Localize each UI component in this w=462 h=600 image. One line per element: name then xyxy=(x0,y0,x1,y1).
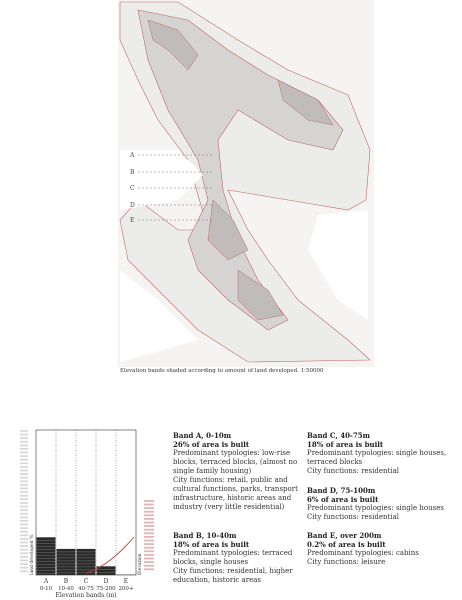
right-axis-label: Elevation xyxy=(138,553,143,575)
category-tick-label: 75-200 xyxy=(96,586,116,592)
left-band-stripe xyxy=(20,534,28,536)
left-band-stripe xyxy=(20,430,28,432)
left-band-stripe xyxy=(20,516,28,518)
map-caption: Elevation bands shaded according to amount of land developed. 1:50000 xyxy=(120,368,324,374)
right-band-stripe xyxy=(144,543,154,545)
band-d-description xyxy=(307,486,457,522)
band-title: Band E, over 200m xyxy=(307,531,382,540)
y-axis-label: land developed % xyxy=(30,534,35,575)
left-band-stripe xyxy=(20,477,28,479)
left-band-stripe xyxy=(20,437,28,439)
left-band-stripe xyxy=(20,441,28,443)
left-band-stripe xyxy=(20,520,28,522)
band-title: Band B, 10-40m xyxy=(173,531,237,540)
left-band-stripe xyxy=(20,506,28,508)
left-band-stripe xyxy=(20,434,28,436)
left-band-stripe xyxy=(20,448,28,450)
bar-a xyxy=(37,537,56,575)
bar-letter-label: D xyxy=(103,578,109,585)
band-typologies: Predominant typologies: cabins xyxy=(307,549,419,557)
band-functions: City functions: residential xyxy=(307,467,399,475)
left-band-stripe xyxy=(20,462,28,464)
right-band-stripe xyxy=(144,525,154,527)
right-band-stripe xyxy=(144,540,154,542)
band-e-description xyxy=(307,531,457,567)
left-band-stripe xyxy=(20,444,28,446)
left-band-stripe xyxy=(20,480,28,482)
right-band-stripe xyxy=(144,565,154,567)
right-band-stripe xyxy=(144,547,154,549)
elevation-bar-chart xyxy=(0,420,160,600)
bar-letter-label: A xyxy=(43,578,49,585)
left-band-stripe xyxy=(20,545,28,547)
band-title: Band A, 0-10m xyxy=(173,431,232,440)
band-functions: City functions: retail, public and cultural functions, parks, transport infrastructure, historic areas and industry (very little residential) xyxy=(173,476,298,511)
band-b-description xyxy=(173,531,303,585)
right-band-stripe xyxy=(144,522,154,524)
left-band-stripe xyxy=(20,466,28,468)
band-typologies: Predominant typologies: single houses xyxy=(307,504,444,512)
left-band-stripe xyxy=(20,488,28,490)
marker-d: D xyxy=(130,202,135,209)
left-band-stripe xyxy=(20,524,28,526)
left-band-stripe xyxy=(20,531,28,533)
left-band-stripe xyxy=(20,538,28,540)
category-tick-label: 40-75 xyxy=(78,586,94,592)
band-percentage: 26% of area is built xyxy=(173,440,250,449)
left-band-stripe xyxy=(20,570,28,572)
right-band-stripe xyxy=(144,504,154,506)
marker-e: E xyxy=(130,217,135,224)
left-band-stripe xyxy=(20,455,28,457)
right-band-stripe xyxy=(144,532,154,534)
marker-c: C xyxy=(130,185,135,192)
right-band-stripe xyxy=(144,561,154,563)
left-band-stripe xyxy=(20,513,28,515)
elevation-map xyxy=(118,0,374,367)
band-c-description xyxy=(307,431,457,476)
left-band-stripe xyxy=(20,491,28,493)
band-title: Band C, 40-75m xyxy=(307,431,370,440)
band-percentage: 18% of area is built xyxy=(307,440,384,449)
bar-b xyxy=(57,549,76,575)
left-band-stripe xyxy=(20,527,28,529)
left-band-stripe xyxy=(20,509,28,511)
category-tick-label: 10-40 xyxy=(58,586,74,592)
left-band-stripe xyxy=(20,459,28,461)
right-band-stripe xyxy=(144,550,154,552)
bar-letter-label: C xyxy=(83,578,89,585)
left-band-stripe xyxy=(20,452,28,454)
left-band-stripe xyxy=(20,549,28,551)
left-band-stripe xyxy=(20,502,28,504)
bar-letter-label: E xyxy=(123,578,129,585)
band-a-description xyxy=(173,431,303,512)
left-band-stripe xyxy=(20,542,28,544)
category-tick-label: 0-10 xyxy=(39,586,53,592)
band-percentage: 18% of area is built xyxy=(173,540,250,549)
left-band-stripe xyxy=(20,484,28,486)
category-tick-label: 200+ xyxy=(118,586,134,592)
right-band-stripe xyxy=(144,514,154,516)
right-band-stripe xyxy=(144,518,154,520)
band-functions: City functions: residential, higher education, historic areas xyxy=(173,567,293,584)
bar-letter-label: B xyxy=(63,578,69,585)
band-title: Band D, 75-100m xyxy=(307,486,376,495)
band-functions: City functions: leisure xyxy=(307,558,386,566)
marker-a: A xyxy=(130,152,135,159)
band-percentage: 0.2% of area is built xyxy=(307,540,386,549)
left-band-stripe xyxy=(20,498,28,500)
left-band-stripe xyxy=(20,567,28,569)
left-band-stripe xyxy=(20,470,28,472)
left-band-stripe xyxy=(20,495,28,497)
left-band-stripe xyxy=(20,560,28,562)
band-typologies: Predominant typologies: terraced blocks, single houses xyxy=(173,549,293,566)
right-band-stripe xyxy=(144,511,154,513)
left-band-stripe xyxy=(20,473,28,475)
marker-b: B xyxy=(130,169,135,176)
band-functions: City functions: residential xyxy=(307,513,399,521)
right-band-stripe xyxy=(144,558,154,560)
band-typologies: Predominant typologies: single houses, terraced blocks xyxy=(307,449,447,466)
left-band-stripe xyxy=(20,552,28,554)
left-band-stripe xyxy=(20,556,28,558)
right-band-stripe xyxy=(144,529,154,531)
right-band-stripe xyxy=(144,554,154,556)
right-band-stripe xyxy=(144,507,154,509)
x-axis-label: Elevation bands (m) xyxy=(55,592,117,599)
right-band-stripe xyxy=(144,536,154,538)
left-band-stripe xyxy=(20,563,28,565)
band-typologies: Predominant typologies: low-rise blocks, terraced blocks, (almost no single family housing) xyxy=(173,449,298,475)
right-band-stripe xyxy=(144,568,154,570)
right-band-stripe xyxy=(144,500,154,502)
band-percentage: 6% of area is built xyxy=(307,495,379,504)
